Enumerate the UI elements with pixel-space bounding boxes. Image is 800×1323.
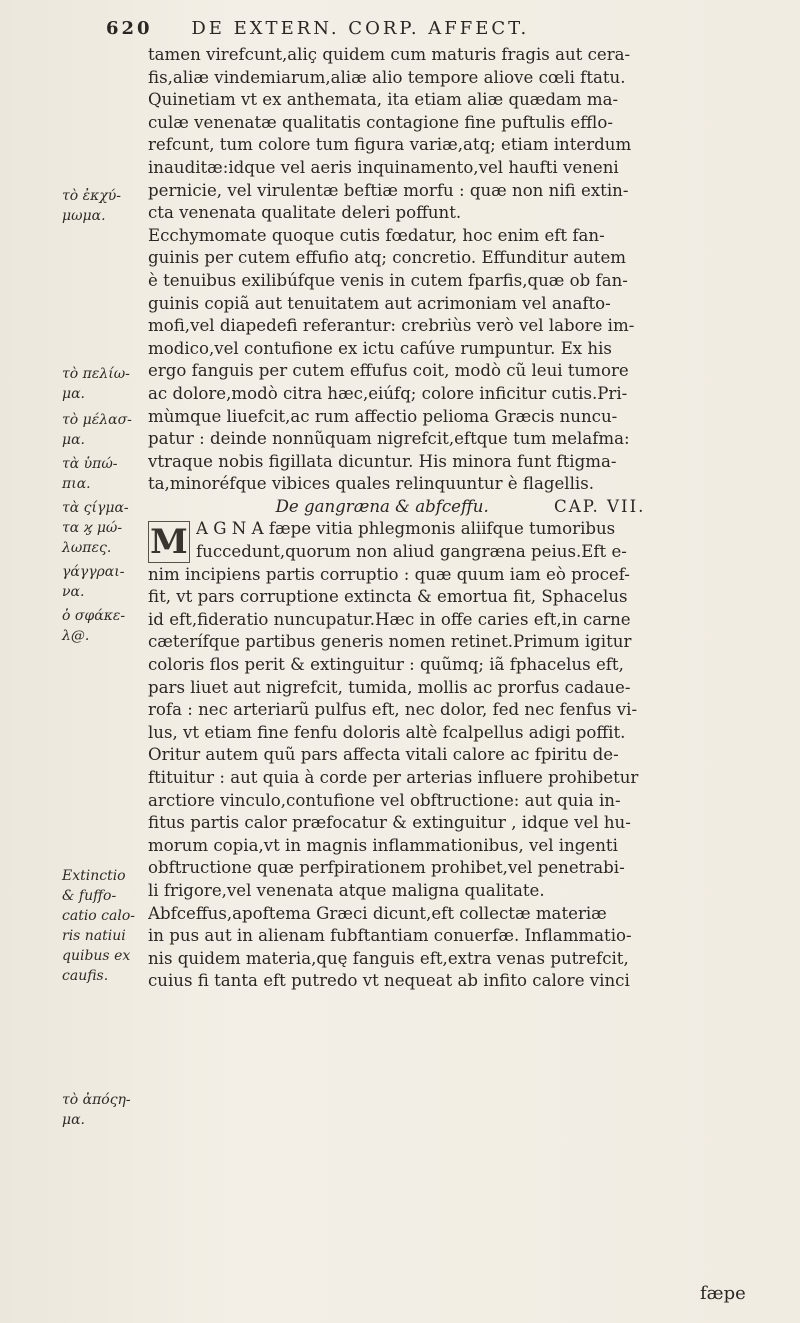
text-line: in pus aut in alienam fubftantiam conuerfæ. Inflammatio- [148,926,632,946]
catchword: fæpe [700,1283,746,1304]
text-line: ta,minoréfque vibices quales relinquuntur è flagellis. [148,474,594,494]
text-line: obftructione quæ perfpirationem prohibet,vel penetrabi- [148,858,625,878]
main-text [148,44,773,993]
text-line: fit, vt pars corruptione extincta & emortua fit, Sphacelus [148,587,628,607]
running-head [106,18,746,39]
margin-note-line: να. [62,584,85,600]
margin-note-pelioma [62,364,144,404]
text-line: nis quidem materia,quę fanguis eft,extra venas putrefcit, [148,948,629,968]
paragraph-ecchymoma [148,225,773,496]
text-line: id eft,fideratio nuncupatur.Hæc in offe caries eft,in carne [148,609,631,629]
text-line: morum copia,vt in magnis inflammationibus, vel ingenti [148,835,618,855]
margin-note-line: πια. [62,476,91,492]
text-line: mùmque liuefcit,ac rum affectio pelioma Græcis nuncu- [148,406,618,426]
page-number: 620 [106,18,153,39]
margin-note-melasma [62,410,144,450]
margin-note-line: ὁ σφάκε- [62,608,126,624]
margin-note-hypopia [62,454,144,494]
text-line: mofi,vel diapedefi referantur: crebriùs verò vel labore im- [148,316,635,336]
margin-note-line: catio calo- [62,908,135,924]
margin-note-line: τα ϗ μώ- [62,520,123,536]
text-line: ftituitur : aut quia à corde per arterias influere prohibetur [148,768,639,787]
text-line: modico,vel contufione ex ictu cafúve rumpuntur. Ex his [148,338,612,358]
paragraph-abscessus [148,903,773,993]
margin-note-line: quibus ex [62,948,131,964]
text-line: inauditæ:idque vel aeris inquinamento,vel haufti veneni [148,157,619,177]
text-line: guinis copiã aut tenuitatem aut acrimoniam vel anafto- [148,293,611,313]
margin-note-line: τὸ ἐκχύ- [62,188,122,204]
margin-note-line: μα. [62,1112,86,1128]
margin-note-line: μα. [62,432,86,448]
margin-note-line: τὸ ἀπόςη- [62,1092,131,1108]
text-line: pars liuet aut nigrefcit, tumida, mollis ac prorfus cadaue- [148,677,631,697]
text-line: cæterífque partibus generis nomen retinet.Primum igitur [148,632,632,652]
text-line: lus, vt etiam fine fenfu doloris altè fcalpellus adigi poffit. [148,722,626,742]
text-line: culæ venenatæ qualitatis contagione fine puftulis efflo- [148,112,613,132]
margin-note-line: Extinctio [62,868,126,884]
margin-note-line: μα. [62,386,86,402]
text-line: fis,aliæ vindemiarum,aliæ alio tempore aliove cœli ftatu. [148,67,626,87]
margin-note-line: λωπες. [62,540,112,556]
text-line: cta venenata qualitate deleri poffunt. [148,203,462,223]
decorated-initial: M [148,521,190,563]
text-line: nim incipiens partis corruptio : quæ quum iam eò procef- [148,564,630,584]
margin-note-line: λ@. [62,628,90,644]
text-line: li frigore,vel venenata atque maligna qualitate. [148,880,545,900]
margin-note-line: γάγγραι- [62,564,125,580]
margin-note-line: τὰ ὑπώ- [62,456,118,472]
text-line: Abfceffus,apoftema Græci dicunt,eft collectæ materiæ [148,903,607,923]
text-line: fuccedunt,quorum non aliud gangræna peius.Eft e- [196,542,627,562]
text-line: vtraque nobis figillata dicuntur. His minora funt ftigma- [148,451,617,471]
text-line: patur : deinde nonnũquam nigrefcit,eftque tum melafma: [148,429,630,449]
text-line: A G N A fæpe vitia phlegmonis aliifque tumoribus [196,519,616,539]
text-line: ac dolore,modò citra hæc,eiúfq; colore inficitur cutis.Pri- [148,383,628,403]
paragraph-gangraena [148,518,773,902]
text-line: Quinetiam vt ex anthemata, ita etiam aliæ quædam ma- [148,90,619,110]
margin-note-ecchymoma [62,186,144,226]
chapter-number: CAP. VII. [554,496,646,516]
text-line: arctiore vinculo,contufione vel obftructione: aut quia in- [148,790,621,810]
text-line: rofa : nec arteriarũ pulfus eft, nec dolor, fed nec fenfus vi- [148,700,638,720]
margin-note-stigmata [62,498,144,558]
running-title: DE EXTERN. CORP. AFFECT. [191,18,530,39]
text-line: guinis per cutem effufio atq; concretio. Effunditur autem [148,248,627,268]
text-line: cuius fi tanta eft putredo vt nequeat ab infito calore vinci [148,971,630,991]
margin-note-sphacelus [62,606,144,646]
margin-note-apostema [62,1090,144,1130]
text-line: fitus partis calor præfocatur & extinguitur , idque vel hu- [148,813,631,833]
margin-note-line: μωμα. [62,208,106,224]
text-line: Ecchymomate quoque cutis fœdatur, hoc enim eft fan- [148,225,605,245]
paragraph-maculae [148,44,773,225]
text-line: tamen virefcunt,aliç quidem cum maturis fragis aut cera- [148,45,631,64]
margin-note-gangraena [62,562,144,602]
margin-note-line: τὸ μέλασ- [62,412,132,428]
margin-note-line: & fuffo- [62,888,117,904]
text-line: pernicie, vel virulentæ beftiæ morfu : quæ non nifi extin- [148,180,629,200]
text-line: refcunt, tum colore tum figura variæ,atq; etiam interdum [148,135,632,155]
margin-note-extinctio [62,866,144,986]
text-line: è tenuibus exilibúfque venis in cutem fparfis,quæ ob fan- [148,270,628,290]
text-line: coloris flos perit & extinguitur : quũmq; iã fphacelus eft, [148,655,624,675]
text-line: Oritur autem quũ pars affecta vitali calore ac fpiritu de- [148,745,619,765]
chapter-heading [148,496,773,519]
margin-note-line: τὸ πελίω- [62,366,130,382]
margin-note-line: ris natiui [62,928,126,944]
text-line: ergo fanguis per cutem effufus coit, modò cũ leui tumore [148,361,629,381]
margin-note-line: caufis. [62,968,109,984]
chapter-title: De gangræna & abfceffu. [275,496,489,516]
margin-note-line: τὰ ςίγμα- [62,500,129,516]
